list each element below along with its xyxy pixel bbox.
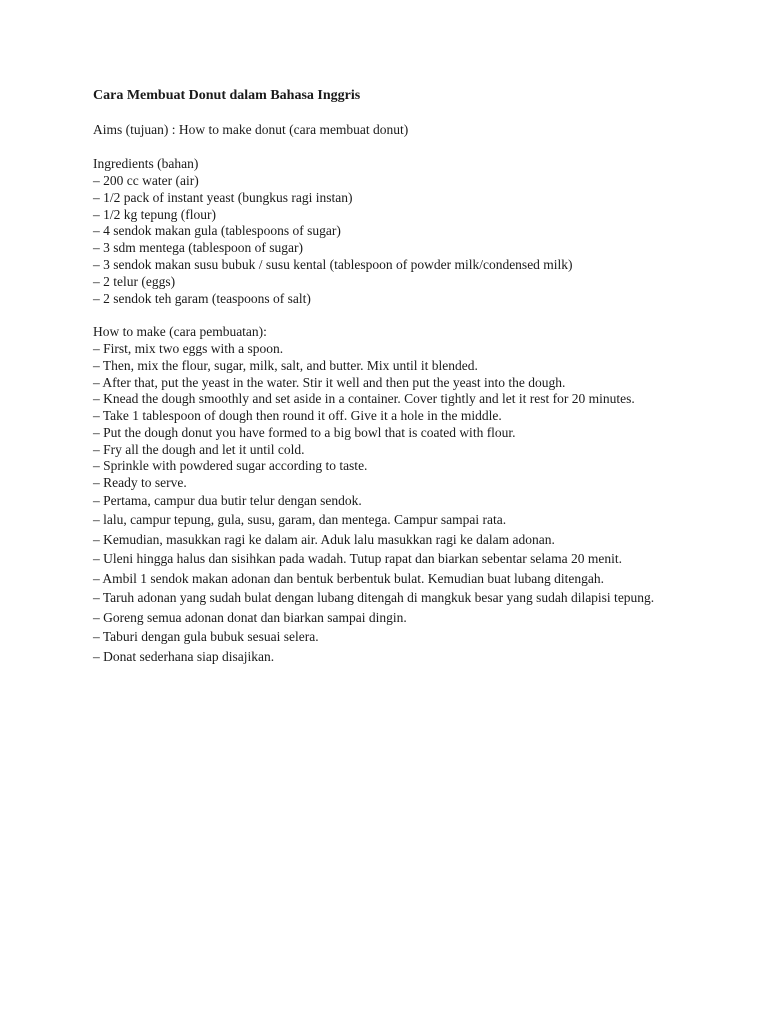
list-item: – Fry all the dough and let it until cold. [93, 441, 305, 457]
list-item: – 2 telur (eggs) [93, 273, 176, 289]
list-item: – Sprinkle with powdered sugar according to taste. [93, 458, 368, 474]
list-item: – 4 sendok makan gula (tablespoons of sugar) [93, 223, 341, 239]
list-item: – 200 cc water (air) [93, 173, 199, 188]
document-page [93, 87, 723, 667]
list-item: – Uleni hingga halus dan sisihkan pada wadah. Tutup rapat dan biarkan sebentar selama 20 menit. [93, 551, 622, 567]
how-to-make-heading: How to make (cara pembuatan): [93, 324, 267, 340]
list-item: – Then, mix the flour, sugar, milk, salt, and butter. Mix until it blended. [93, 358, 478, 374]
list-item: – 3 sdm mentega (tablespoon of sugar) [93, 240, 303, 256]
list-item: – Knead the dough smoothly and set aside in a container. Cover tightly and let it rest for 20 minutes. [93, 391, 635, 407]
list-item: – 1/2 pack of instant yeast (bungkus ragi instan) [93, 189, 353, 205]
steps-indonesian-list [93, 492, 723, 666]
list-item: – Taruh adonan yang sudah bulat dengan lubang ditengah di mangkuk besar yang sudah dilapisi tepung. [93, 590, 655, 606]
list-item: – 2 sendok teh garam (teaspoons of salt) [93, 290, 311, 306]
list-item: – After that, put the yeast in the water. Stir it well and then put the yeast into the dough. [93, 374, 566, 390]
list-item: – Put the dough donut you have formed to a big bowl that is coated with flour. [93, 424, 516, 440]
aims-line: Aims (tujuan) : How to make donut (cara membuat donut) [93, 122, 409, 137]
list-item: – Take 1 tablespoon of dough then round it off. Give it a hole in the middle. [93, 408, 502, 424]
list-item: – Pertama, campur dua butir telur dengan sendok. [93, 492, 362, 508]
list-item: – Ready to serve. [93, 475, 187, 490]
list-item: – Donat sederhana siap disajikan. [93, 648, 275, 664]
list-item: – 3 sendok makan susu bubuk / susu kental (tablespoon of powder milk/condensed milk) [93, 256, 573, 272]
list-item: – Goreng semua adonan donat dan biarkan sampai dingin. [93, 609, 407, 625]
ingredients-list [93, 173, 723, 307]
list-item: – Taburi dengan gula bubuk sesuai selera. [93, 629, 319, 645]
list-item: – lalu, campur tepung, gula, susu, garam, dan mentega. Campur sampai rata. [93, 512, 507, 528]
document-title: Cara Membuat Donut dalam Bahasa Inggris [93, 88, 361, 103]
list-item: – First, mix two eggs with a spoon. [93, 341, 284, 357]
ingredients-heading: Ingredients (bahan) [93, 156, 199, 171]
list-item: – 1/2 kg tepung (flour) [93, 206, 216, 222]
steps-english-list [93, 341, 723, 491]
list-item: – Ambil 1 sendok makan adonan dan bentuk berbentuk bulat. Kemudian buat lubang ditengah. [93, 570, 605, 586]
list-item: – Kemudian, masukkan ragi ke dalam air. Aduk lalu masukkan ragi ke dalam adonan. [93, 531, 555, 547]
